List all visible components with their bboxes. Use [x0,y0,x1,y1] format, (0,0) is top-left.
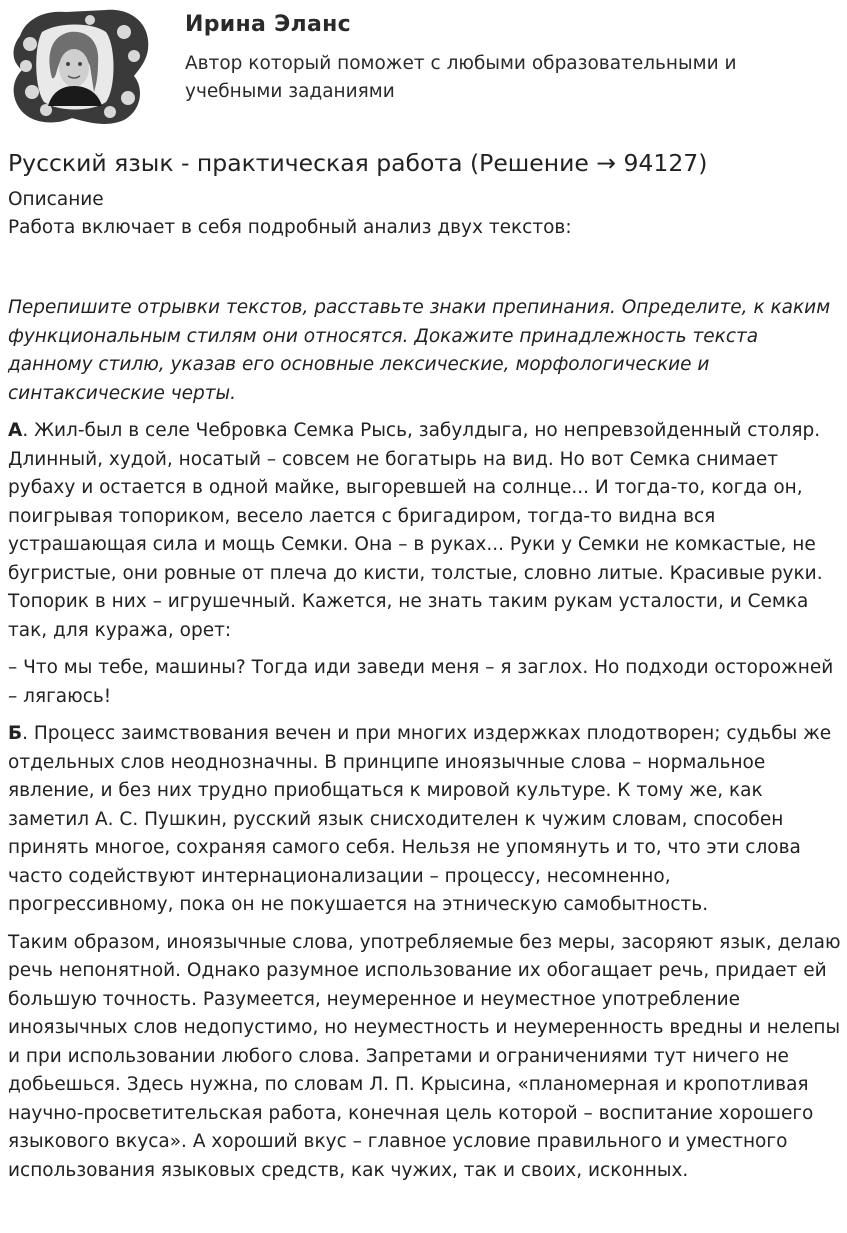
page-title: Русский язык - практическая работа (Решение → 94127) [8,149,708,177]
author-name: Ирина Эланс [185,12,351,37]
text-a-body: . Жил-был в селе Чебровка Семка Рысь, забулдыга, но непревзойденный столяр. Длинный, худой, носатый – совсем не богатырь на вид. Но вот Семка снимает рубаху и остается в одной майке, выгоревшей на солнце... И тогда-то, когда он, поигрывая топориком, весело лается с бригадиром, тогда-то видна вся устрашающая сила и мощь Семки. Она – в руках... Руки у Семки не комкастые, не бугристые, они ровные от плеча до кисти, толстые, словно литые. Красивые руки. Топорик в них – игрушечный. Кажется, не знать таким рукам усталости, и Семка так, для куража, орет: [8,420,823,641]
text-a-paragraph [8,417,841,645]
text-b-conclusion: Таким образом, иноязычные слова, употребляемые без меры, засоряют язык, делаю речь непонятной. Однако разумное использование их обогащает речь, придает ей большую точность. Разумеется, неумеренное и неуместное употребление иноязычных слов недопустимо, но неуместность и неумеренность вредны и нелепы и при использовании любого слова. Запретами и ограничениями тут ничего не добьешься. Здесь нужна, по словам Л. П. Крысина, «планомерная и кропотливая научно-просветительская работа, конечная цель которой – воспитание хорошего языкового вкуса». А хороший вкус – главное условие правильного и уместного использования языковых средств, как чужих, так и своих, исконных. [8,931,841,1181]
author-card [0,0,847,135]
text-b-paragraph [8,720,841,920]
document-content [8,146,841,1194]
text-a-dialogue: – Что мы тебе, машины? Тогда иди заведи меня – я заглох. Но подходи осторожней – лягаюсь! [8,657,834,707]
description-label: Описание [8,189,104,210]
text-b-body: . Процесс заимствования вечен и при многих издержках плодотворен; судьбы же отдельных слов неоднозначны. В принципе иноязычные слова – нормальное явление, и без них трудно приобщаться к мировой культуре. К тому же, как заметил А. С. Пушкин, русский язык снисходителен к чужим словам, способен принять многое, сохраняя самого себя. Нельзя не упомянуть и то, что эти слова часто содействуют интернационализации – процессу, несомненно, прогрессивному, пока он не покушается на этническую самобытность. [8,723,832,915]
text-b-marker: Б [8,723,23,744]
task-instructions: Перепишите отрывки текстов, расставьте знаки препинания. Определите, к каким функциональным стилям они относятся. Докажите принадлежность текста данному стилю, указав его основные лексические, морфологические и синтаксические черты. [8,297,831,404]
text-a-marker: А [8,420,23,441]
avatar [6,6,152,128]
description-intro: Работа включает в себя подробный анализ двух текстов: [8,217,572,238]
film-reel-avatar-icon [6,6,152,128]
author-description: Автор который поможет с любыми образовательными и учебными заданиями [185,53,737,102]
